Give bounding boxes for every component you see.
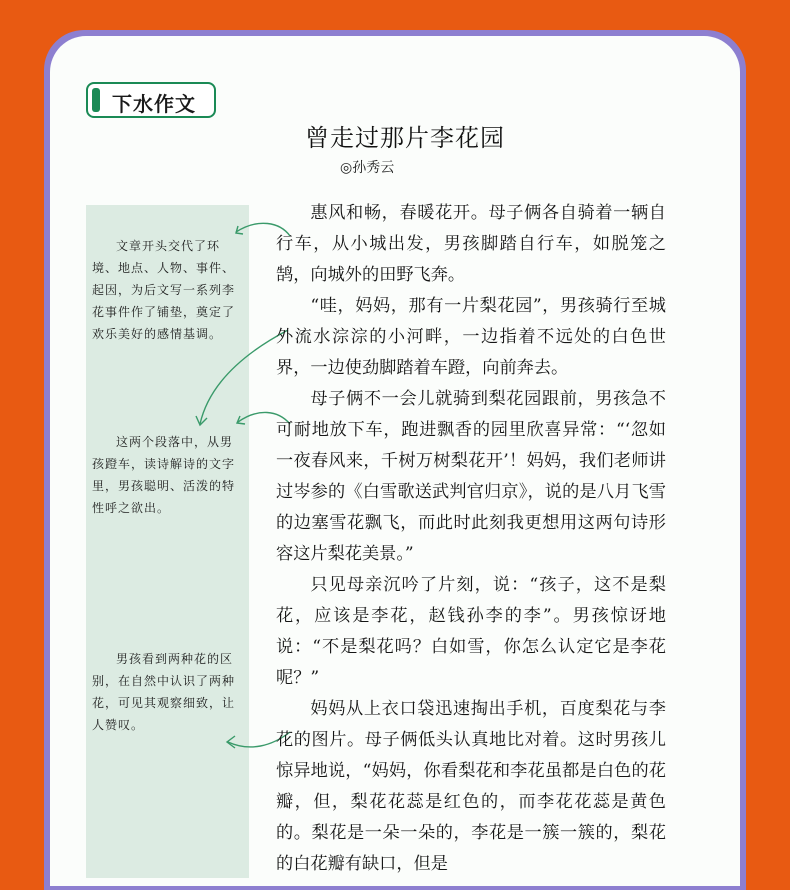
paragraph: 妈妈从上衣口袋迅速掏出手机，百度梨花与李花的图片。母子俩低头认真地比对着。这时男孩儿惊异地说，“妈妈，你看梨花和李花虽都是白色的花瓣，但，梨花花蕊是红色的，而李花花蕊是黄色的。梨花是一朵一朵的，李花是一簇一簇的，梨花的白花瓣有缺口，但是: [276, 699, 666, 874]
paragraph: “哇，妈妈，那有一片梨花园”，男孩骑行至城外流水淙淙的小河畔，一边指着不远处的白色世界，一边使劲脚踏着车蹬，向前奔去。: [276, 296, 666, 378]
section-tag-label: 下水作文: [112, 92, 196, 116]
article-body: [276, 198, 666, 880]
margin-note-2: 这两个段落中，从男孩蹬车，读诗解诗的文字里，男孩聪明、活泼的特性呼之欲出。: [92, 435, 236, 515]
paragraph: 惠风和畅，春暖花开。母子俩各自骑着一辆自行车，从小城出发，男孩脚踏自行车，如脱笼之鹄，向城外的田野飞奔。: [276, 203, 666, 285]
arrow-para-2-to-note-2: [200, 330, 288, 424]
paragraph: 只见母亲沉吟了片刻，说：“孩子，这不是梨花，应该是李花，赵钱孙李的李”。男孩惊讶地说：“不是梨花吗？白如雪，你怎么认定它是李花呢？”: [276, 575, 666, 688]
paragraph: 母子俩不一会儿就骑到梨花园跟前，男孩急不可耐地放下车，跑进飘香的园里欣喜异常：“‘忽如一夜春风来，千树万树梨花开’！妈妈，我们老师讲过岑参的《白雪歌送武判官归京》，说的是八月飞雪的边塞雪花飘飞，而此时此刻我更想用这两句诗形容这片梨花美景。”: [276, 389, 666, 564]
margin-note-3: 男孩看到两种花的区别，在自然中认识了两种花，可见其观察细致，让人赞叹。: [92, 652, 236, 732]
margin-note-1: 文章开头交代了环境、地点、人物、事件、起因，为后文写一系列李花事件作了铺垫，奠定了欢乐美好的感情基调。: [92, 239, 236, 341]
article-author: ◎孙秀云: [340, 160, 395, 176]
article-title: 曾走过那片李花园: [305, 124, 505, 152]
